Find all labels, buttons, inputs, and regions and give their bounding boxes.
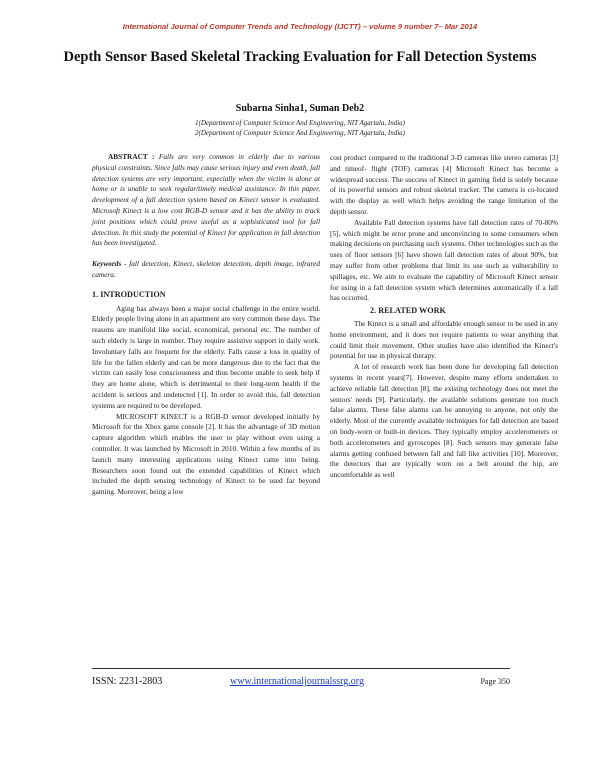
- footer-divider: [92, 668, 510, 669]
- journal-header: International Journal of Computer Trends and Technology (IJCTT) – volume 9 number 7– Mar 2014: [122, 22, 478, 31]
- page-number: Page 350: [480, 677, 510, 686]
- abstract-text: Falls are very common in elderly due to various physical constraints. Since falls may cause serious injury and even death, fall detection systems are very important, especially when the victim is alone at home or is unable to seek regular/timely medical assistance. In this paper, development of a fall detection system based on Kinect sensor is evaluated. Microsoft Kinect is a low cost RGB-D sensor and it has the ability to track joint positions which could prove useful as a sophisticated tool for fall detection. In this study the potential of Kinect for application in fall detection has been investigated.: [92, 152, 320, 248]
- keywords-label: Keywords: [92, 259, 122, 269]
- abstract: [92, 152, 320, 249]
- intro-paragraph-1: Aging has always been a major social challenge in the entire world. Elderly people living alone in an apartment are very common these days. The reasons are manifold like social, economical, personal etc. The number of such elderly is large in number. They require assistive support in daily work. Involuntary falls are frequent for the elderly. Falls cause a loss in quality of life for the fallen elderly and can be more dangerous due to the fact that the victim can easily lose consciousness and thus become unable to seek help if they are home alone, which is detrimental to their long-term health if the accident is serious and undetected [1]. In order to avoid this, fall detection systems are required to be developed.: [92, 303, 320, 410]
- intro-paragraph-2: MICROSOFT KINECT is a RGB-D sensor developed initially by Microsoft for the Xbox game console [2]. It has the advantage of 3D motion capture algorithm which enables the user to play without even using a controller. It was launched by Microsoft in 2010. Within a few months of its launch many interesting applications using Kinect came into being. Researchers soon found out the extended capabilities of Kinect which included the depth sensing technology of Kinect to be used far beyond gaming. Moreover, being a low: [92, 411, 320, 497]
- journal-url-link[interactable]: www.internationaljournalssrg.org: [230, 676, 364, 687]
- keywords-text: - fall detection, Kinect, skeleton detection, depth image, infrared camera.: [92, 259, 320, 279]
- keywords: [92, 259, 320, 281]
- issn-label: ISSN: 2231-2803: [92, 676, 163, 687]
- page-footer: [92, 676, 510, 690]
- author-list: Subarna Sinha1, Suman Deb2: [235, 103, 365, 114]
- related-paragraph-2: A lot of research work has been done for developing fall detection systems in recent years[7]. However, despite many efforts undertaken to achieve reliable fall detection [8], the existing technology does not meet the seniors' needs [9]. Particularly, the available solutions generate too much false alarms. These false alarms can be annoying to anyone, not only the elderly. Most of the currently available techniques for fall detection are based on body-worn or built-in devices. They typically employ accelerometers or both accelerometers and gyroscopes [8]. Such sensors may generate false alarms getting confused between fall and fall like activities [10]. Moreover, the detectors that are typically worn on a belt around the hip, are uncomfortable as well: [330, 362, 558, 480]
- intro-paragraph-3: Available Fall detection systems have fall detection rates of 70-80% [5], which might be error prone and unconvincing to some consumers when making decisions on purchasing such systems. Other technologies such as the uses of floor sensors [6] have shown fall detection rates of about 90%, but may suffer from other problems that limit its use such as vulnerability to spillages, etc. We aim to evaluate the capability of Microsoft Kinect sensor for using in a fall detection system which determines automatically if a fall has occurred.: [330, 217, 558, 303]
- affiliation-1: 1(Department of Computer Science And Engineering, NIT Agartala, India): [195, 119, 405, 127]
- affiliation-2: 2(Department of Computer Science And Engineering, NIT Agartala, India): [195, 129, 405, 137]
- abstract-label: ABSTRACT :: [108, 152, 155, 161]
- intro-paragraph-2-continued: cost product compared to the traditional 3-D cameras like stereo cameras [3] and timeof- flight (TOF) cameras [4] Microsoft Kinect has become a widespread success. The success of Kinect in gaming field is solely because of its powerful sensors and robust skeletal tracker. The camera is co-located with the display as well which helps avoiding the range limitation of the depth sensor.: [330, 153, 558, 216]
- paper-title: Depth Sensor Based Skeletal Tracking Evaluation for Fall Detection Systems: [63, 49, 537, 65]
- right-column: [330, 153, 558, 481]
- left-column: [92, 152, 320, 498]
- section-heading-introduction: 1. INTRODUCTION: [92, 289, 166, 299]
- section-heading-related-work: 2. RELATED WORK: [370, 306, 446, 316]
- related-paragraph-1: The Kinect is a small and affordable enough sensor to be used in any home environment, and it does not require patients to wear anything that could limit their movement. Other studies have also identified the Kinect's potential for use in physical therapy.: [330, 318, 558, 361]
